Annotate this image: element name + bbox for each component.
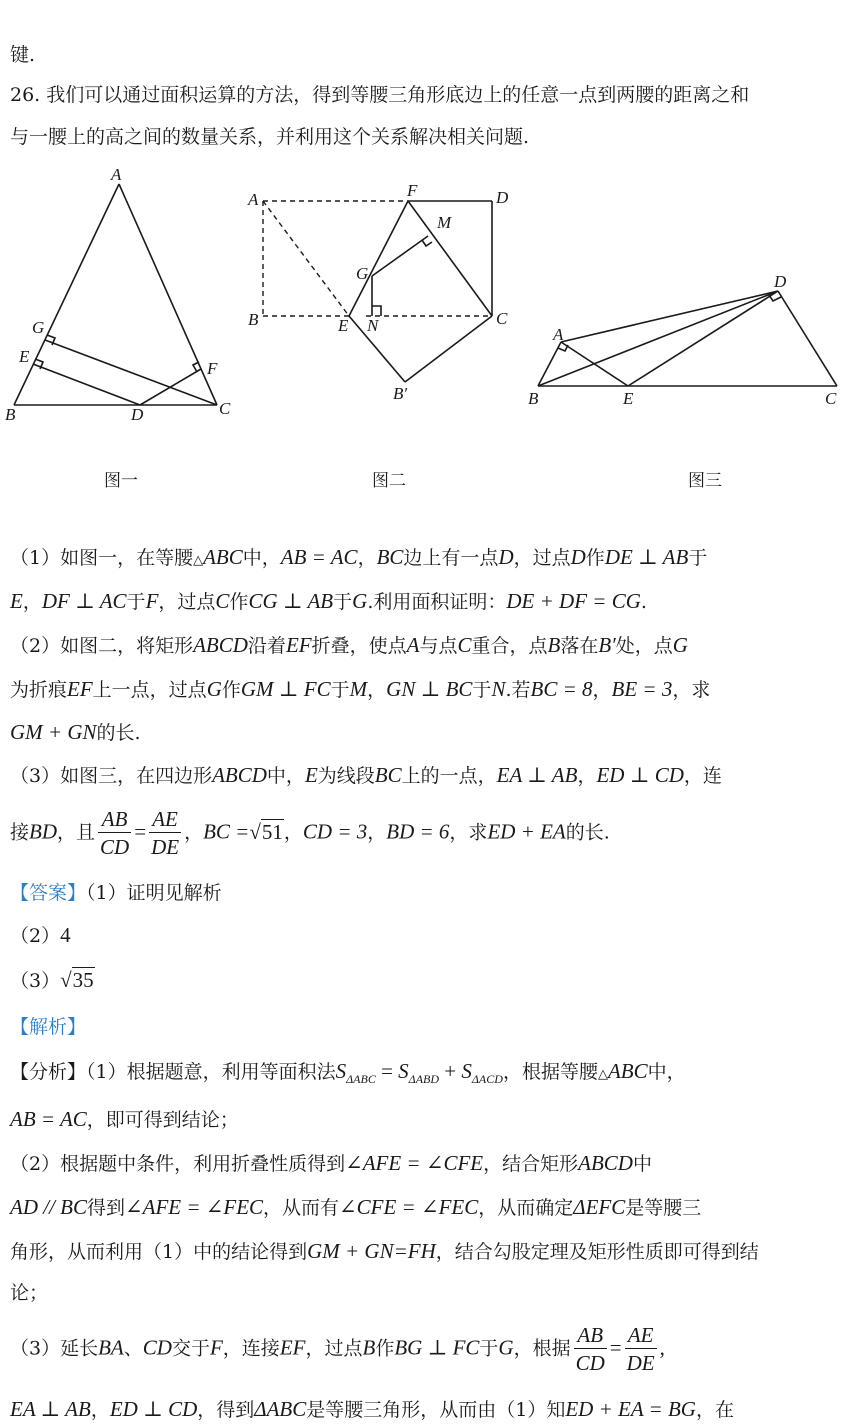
fig2-label: M xyxy=(437,213,452,232)
math-fragment: C xyxy=(215,589,230,613)
math-fragment: BD xyxy=(29,819,58,844)
text-fragment: （2）如图二，将矩形 xyxy=(10,635,194,657)
math-fragment: AD // BC xyxy=(10,1195,87,1219)
math-fragment: F xyxy=(145,589,159,613)
math-fragment: CD = 3 xyxy=(302,819,368,844)
text-fragment: 上的一点， xyxy=(401,765,497,787)
math-fragment: G xyxy=(352,589,368,613)
part3-line-2 xyxy=(10,806,838,861)
text-fragment: ，在 xyxy=(695,1399,734,1421)
text-fragment: 论； xyxy=(10,1282,49,1304)
fig2-label: G xyxy=(356,264,369,283)
math-fragment: DE ⊥ AB xyxy=(604,545,689,569)
text-fragment: .利用面积证明： xyxy=(367,591,507,613)
math-fragment: CG ⊥ AB xyxy=(248,589,334,613)
math-fragment: EA ⊥ AB xyxy=(10,1397,91,1421)
fig1-label: F xyxy=(207,359,218,378)
analysis-tag-line xyxy=(10,1014,838,1040)
analysis-tag: 【解析】 xyxy=(10,1016,87,1038)
fraction-denominator: CD xyxy=(100,835,130,859)
math-fragment: EF xyxy=(285,633,312,657)
math-fragment: M xyxy=(349,677,368,701)
continuation-text xyxy=(10,42,838,68)
math-fragment: ED ⊥ CD xyxy=(109,1397,198,1421)
text-fragment: 落在 xyxy=(560,635,599,657)
radicand: 51 xyxy=(261,819,283,844)
math-subscript: ΔACD xyxy=(471,1071,503,1086)
fig2-label: N xyxy=(367,316,379,335)
question-text: 我们可以通过面积运算的方法，得到等腰三角形底边上的任意一点到两腰的距离之和 xyxy=(46,84,750,106)
plus-sign: + xyxy=(439,1059,462,1083)
text-fragment: 为折痕 xyxy=(10,679,68,701)
text-fragment: 于 xyxy=(330,679,350,701)
math-fragment: ∠AFE = ∠CFE xyxy=(345,1151,484,1175)
fig1-label: G xyxy=(32,318,45,337)
equals-sign: = xyxy=(375,1059,399,1083)
fraction-ae-de xyxy=(625,1322,657,1377)
fig2-label: F xyxy=(407,181,418,200)
text-fragment: ， xyxy=(367,679,387,701)
math-fragment: E xyxy=(10,589,23,613)
triangle-symbol: △ xyxy=(597,1067,608,1082)
text-fragment: ， xyxy=(184,821,204,844)
fig2-right-angle-n xyxy=(372,306,381,316)
answer-3-value: 35 xyxy=(72,968,94,992)
text-fragment: ，即可得到结论； xyxy=(86,1109,239,1131)
math-fragment: AB = AC xyxy=(10,1107,87,1131)
math-fragment: ABCD xyxy=(578,1151,633,1175)
math-fragment: BG ⊥ FC xyxy=(394,1335,480,1360)
fraction-ae-de xyxy=(149,806,181,861)
math-fragment: GM + GN xyxy=(10,720,97,744)
fig2-label: B xyxy=(248,310,259,329)
math-fragment: GM ⊥ FC xyxy=(240,677,331,701)
question-number: 26. xyxy=(10,84,41,106)
text-fragment: 折叠，使点 xyxy=(311,635,407,657)
text-fragment: ，求 xyxy=(449,821,488,844)
fig1-label: C xyxy=(219,399,231,418)
text-fragment: 边上有一点 xyxy=(403,547,499,569)
math-fragment: N xyxy=(491,677,506,701)
fraction-numerator: AE xyxy=(149,806,181,833)
figure-3-caption: 图三 xyxy=(688,471,722,491)
math-fragment: ED ⊥ CD xyxy=(596,763,684,787)
fig2-dashed-ae xyxy=(263,201,349,316)
text-fragment: ，得到 xyxy=(197,1399,255,1421)
math-fragment: D xyxy=(570,545,586,569)
answer-line-1 xyxy=(10,880,838,906)
text-fragment: ，连 xyxy=(683,765,722,787)
analysis-line-2 xyxy=(10,1106,838,1133)
text-fragment: ，且 xyxy=(57,821,96,844)
fraction-ab-cd xyxy=(574,1322,607,1377)
analysis-line-3 xyxy=(10,1150,838,1177)
math-fragment: BA xyxy=(98,1335,124,1360)
analysis-line-4 xyxy=(10,1194,838,1221)
math-fragment: B xyxy=(362,1335,376,1360)
answer-line-2 xyxy=(10,922,838,949)
math-fragment: BC = 8 xyxy=(530,677,593,701)
text-fragment: 为线段 xyxy=(317,765,375,787)
part3-line-1 xyxy=(10,762,838,789)
text-fragment: 重合，点 xyxy=(471,635,548,657)
math-fragment: AB = AC xyxy=(280,545,358,569)
math-fragment: GN ⊥ BC xyxy=(386,677,473,701)
math-fragment: ABCD xyxy=(212,763,267,787)
figure-1 xyxy=(0,160,240,430)
text-fragment: 于 xyxy=(688,547,708,569)
text-fragment: 是等腰三 xyxy=(625,1197,702,1219)
text-fragment: ，结合矩形 xyxy=(483,1153,579,1175)
fraction-ab-cd xyxy=(98,806,131,861)
answer-tag: 【答案】 xyxy=(10,882,87,904)
math-fragment: S xyxy=(398,1059,409,1083)
text-fragment: .若 xyxy=(505,679,531,701)
text-fragment: 于 xyxy=(126,591,146,613)
fig3-label: C xyxy=(825,389,837,408)
equals-sign: = xyxy=(134,819,147,844)
math-fragment: ED + EA xyxy=(487,819,566,844)
text-fragment: ， xyxy=(367,821,387,844)
math-fragment: ABC xyxy=(607,1059,648,1083)
math-fragment: A xyxy=(406,633,420,657)
text-fragment: （3）延长 xyxy=(10,1337,99,1360)
math-fragment: B xyxy=(547,633,561,657)
fig1-side-ab xyxy=(14,184,119,405)
fig1-altitude-cg xyxy=(45,340,217,405)
part2-line-3 xyxy=(10,719,838,746)
answer-2-value: 4 xyxy=(60,923,71,947)
text-fragment: 角形，从而利用（1）中的结论得到 xyxy=(10,1241,308,1263)
text-fragment: , xyxy=(659,1335,665,1360)
fig2-label: D xyxy=(496,188,509,207)
text-fragment: ，从而确定 xyxy=(478,1197,574,1219)
math-fragment: GM + GN=FH xyxy=(307,1239,436,1263)
fig2-label: C xyxy=(496,309,508,328)
text-fragment: 作 xyxy=(585,547,605,569)
fraction-denominator: DE xyxy=(626,1351,655,1375)
analysis-line-1 xyxy=(10,1058,838,1092)
text-fragment: （1）根据题意，利用等面积法 xyxy=(86,1061,336,1083)
fig3-label: D xyxy=(774,272,787,291)
math-fragment: EF xyxy=(67,677,93,701)
text-fragment: 是等腰三角形，从而由（1）知 xyxy=(306,1399,566,1421)
math-fragment: D xyxy=(498,545,514,569)
math-fragment: G xyxy=(206,677,222,701)
figure-2 xyxy=(240,160,530,420)
fig1-side-ac xyxy=(119,184,217,405)
text-fragment: 沿着 xyxy=(247,635,286,657)
fig2-label: B′ xyxy=(393,384,408,403)
part2-line-2 xyxy=(10,676,838,703)
text-fragment: 上一点，过点 xyxy=(92,679,207,701)
math-fragment: BC xyxy=(376,545,404,569)
analysis-line-8 xyxy=(10,1396,838,1423)
fig2-label: E xyxy=(338,316,349,335)
text-fragment: ， xyxy=(90,1399,110,1421)
text-fragment: 得到 xyxy=(87,1197,126,1219)
equals-sign: = xyxy=(609,1335,622,1360)
fig3-label: E xyxy=(623,389,634,408)
fig1-segment-df xyxy=(140,369,201,405)
text-fragment: . xyxy=(640,591,647,613)
math-fragment: EF xyxy=(279,1335,306,1360)
fig3-segment-dc xyxy=(778,291,837,386)
math-fragment: ∠AFE = ∠FEC xyxy=(125,1195,264,1219)
math-fragment: ∠CFE = ∠FEC xyxy=(339,1195,479,1219)
text-fragment: ，过点 xyxy=(305,1337,363,1360)
text-fragment: 于 xyxy=(333,591,353,613)
text-fragment: ， xyxy=(22,591,42,613)
square-root: √51 xyxy=(249,819,283,844)
analysis-line-6 xyxy=(10,1280,838,1306)
math-fragment: S xyxy=(461,1059,472,1083)
fig2-crease-fe xyxy=(349,201,408,316)
text-fragment: 交于 xyxy=(171,1337,210,1360)
analysis-head: 【分析】 xyxy=(10,1061,87,1083)
text-fragment: 、 xyxy=(123,1337,143,1360)
answer-1: （1）证明见解析 xyxy=(86,882,222,904)
text-fragment: ， xyxy=(357,547,377,569)
part1-line-1 xyxy=(10,544,838,574)
fig3-label: A xyxy=(553,325,564,344)
part1-line-2 xyxy=(10,588,838,615)
fig2-segment-b-prime-c xyxy=(405,316,492,382)
text-fragment: ， xyxy=(592,679,612,701)
text-fragment: 作 xyxy=(221,679,241,701)
fraction-denominator: DE xyxy=(151,835,180,859)
fig3-label: B xyxy=(528,389,539,408)
math-fragment: B′ xyxy=(598,633,616,657)
math-fragment: ED + EA = BG xyxy=(565,1397,696,1421)
math-fragment: BE = 3 xyxy=(611,677,673,701)
text-fragment: 于 xyxy=(472,679,492,701)
fig1-label: D xyxy=(131,405,144,424)
text-fragment: 作 xyxy=(375,1337,395,1360)
fraction-denominator: CD xyxy=(575,1351,605,1375)
math-fragment: BD = 6 xyxy=(386,819,450,844)
math-fragment: CD xyxy=(142,1335,172,1360)
analysis-line-7 xyxy=(10,1322,838,1377)
fig2-label: A xyxy=(248,190,259,209)
math-fragment: C xyxy=(457,633,472,657)
answer-line-3 xyxy=(10,967,838,994)
text-fragment: 作 xyxy=(229,591,249,613)
question-text: 与一腰上的高之间的数量关系，并利用这个关系解决相关问题. xyxy=(10,126,530,148)
figure-1-caption: 图一 xyxy=(104,471,138,491)
text-fragment: 中， xyxy=(242,547,281,569)
text-fragment: 中， xyxy=(266,765,305,787)
math-fragment: F xyxy=(209,1335,223,1360)
math-subscript: ΔABC xyxy=(346,1071,376,1086)
text-fragment: ，根据 xyxy=(513,1337,571,1360)
part2-line-1 xyxy=(10,632,838,659)
fig1-label: B xyxy=(5,405,16,424)
square-root: √35 xyxy=(60,968,94,992)
question-line-2 xyxy=(10,124,838,150)
fig3-segment-ae xyxy=(561,342,628,386)
text-fragment: ，过点 xyxy=(158,591,216,613)
text-fragment: 处，点 xyxy=(615,635,673,657)
math-fragment: DF ⊥ AC xyxy=(41,589,127,613)
fraction-numerator: AE xyxy=(625,1322,657,1349)
math-fragment: ABC xyxy=(203,545,243,569)
text-fragment: ， xyxy=(577,765,597,787)
math-fragment: DE + DF = CG xyxy=(506,589,641,613)
text-fragment: ，结合勾股定理及矩形性质即可得到结 xyxy=(435,1241,759,1263)
fig3-segment-ed xyxy=(628,291,778,386)
math-fragment: EA ⊥ AB xyxy=(496,763,578,787)
math-fragment: G xyxy=(672,633,688,657)
math-fragment: ΔABC xyxy=(254,1397,307,1421)
question-line-1 xyxy=(10,82,838,108)
text-fragment: 接 xyxy=(10,821,30,844)
text-fragment: ， xyxy=(283,821,303,844)
math-fragment: BC = xyxy=(203,819,250,844)
math-fragment: BC xyxy=(374,763,402,787)
math-fragment: ABCD xyxy=(193,633,248,657)
fraction-numerator: AB xyxy=(98,806,131,833)
answer-label: （2） xyxy=(10,925,61,947)
text-fragment: ，根据等腰 xyxy=(502,1061,598,1083)
text-fragment: ，连接 xyxy=(222,1337,280,1360)
math-fragment: ΔEFC xyxy=(573,1195,626,1219)
text-fragment: 的长. xyxy=(96,722,141,744)
text-fragment: ，求 xyxy=(672,679,711,701)
answer-label: （3） xyxy=(10,970,61,992)
math-fragment: S xyxy=(335,1059,347,1083)
text-fragment: （3）如图三，在四边形 xyxy=(10,765,213,787)
fig1-label: A xyxy=(111,165,122,184)
text-fragment: ，从而有 xyxy=(263,1197,340,1219)
math-fragment: G xyxy=(498,1335,514,1360)
analysis-line-5 xyxy=(10,1238,838,1265)
figure-3 xyxy=(520,260,845,420)
text-fragment: 于 xyxy=(479,1337,499,1360)
text-fragment: 键. xyxy=(10,44,36,66)
math-subscript: ΔABD xyxy=(408,1071,440,1086)
text-fragment: 与点 xyxy=(419,635,458,657)
text-fragment: （1）如图一，在等腰 xyxy=(10,547,194,569)
fig3-segment-ba xyxy=(538,342,561,386)
fig2-right-angle-m xyxy=(422,240,432,246)
fig1-label: E xyxy=(19,347,30,366)
figure-2-caption: 图二 xyxy=(372,471,406,491)
triangle-symbol: △ xyxy=(193,553,204,568)
text-fragment: 中， xyxy=(647,1061,686,1083)
text-fragment: 中 xyxy=(632,1153,652,1175)
text-fragment: （2）根据题中条件，利用折叠性质得到 xyxy=(10,1153,346,1175)
text-fragment: ，过点 xyxy=(513,547,571,569)
fraction-numerator: AB xyxy=(574,1322,607,1349)
math-fragment: E xyxy=(304,763,318,787)
text-fragment: 的长. xyxy=(565,821,610,844)
